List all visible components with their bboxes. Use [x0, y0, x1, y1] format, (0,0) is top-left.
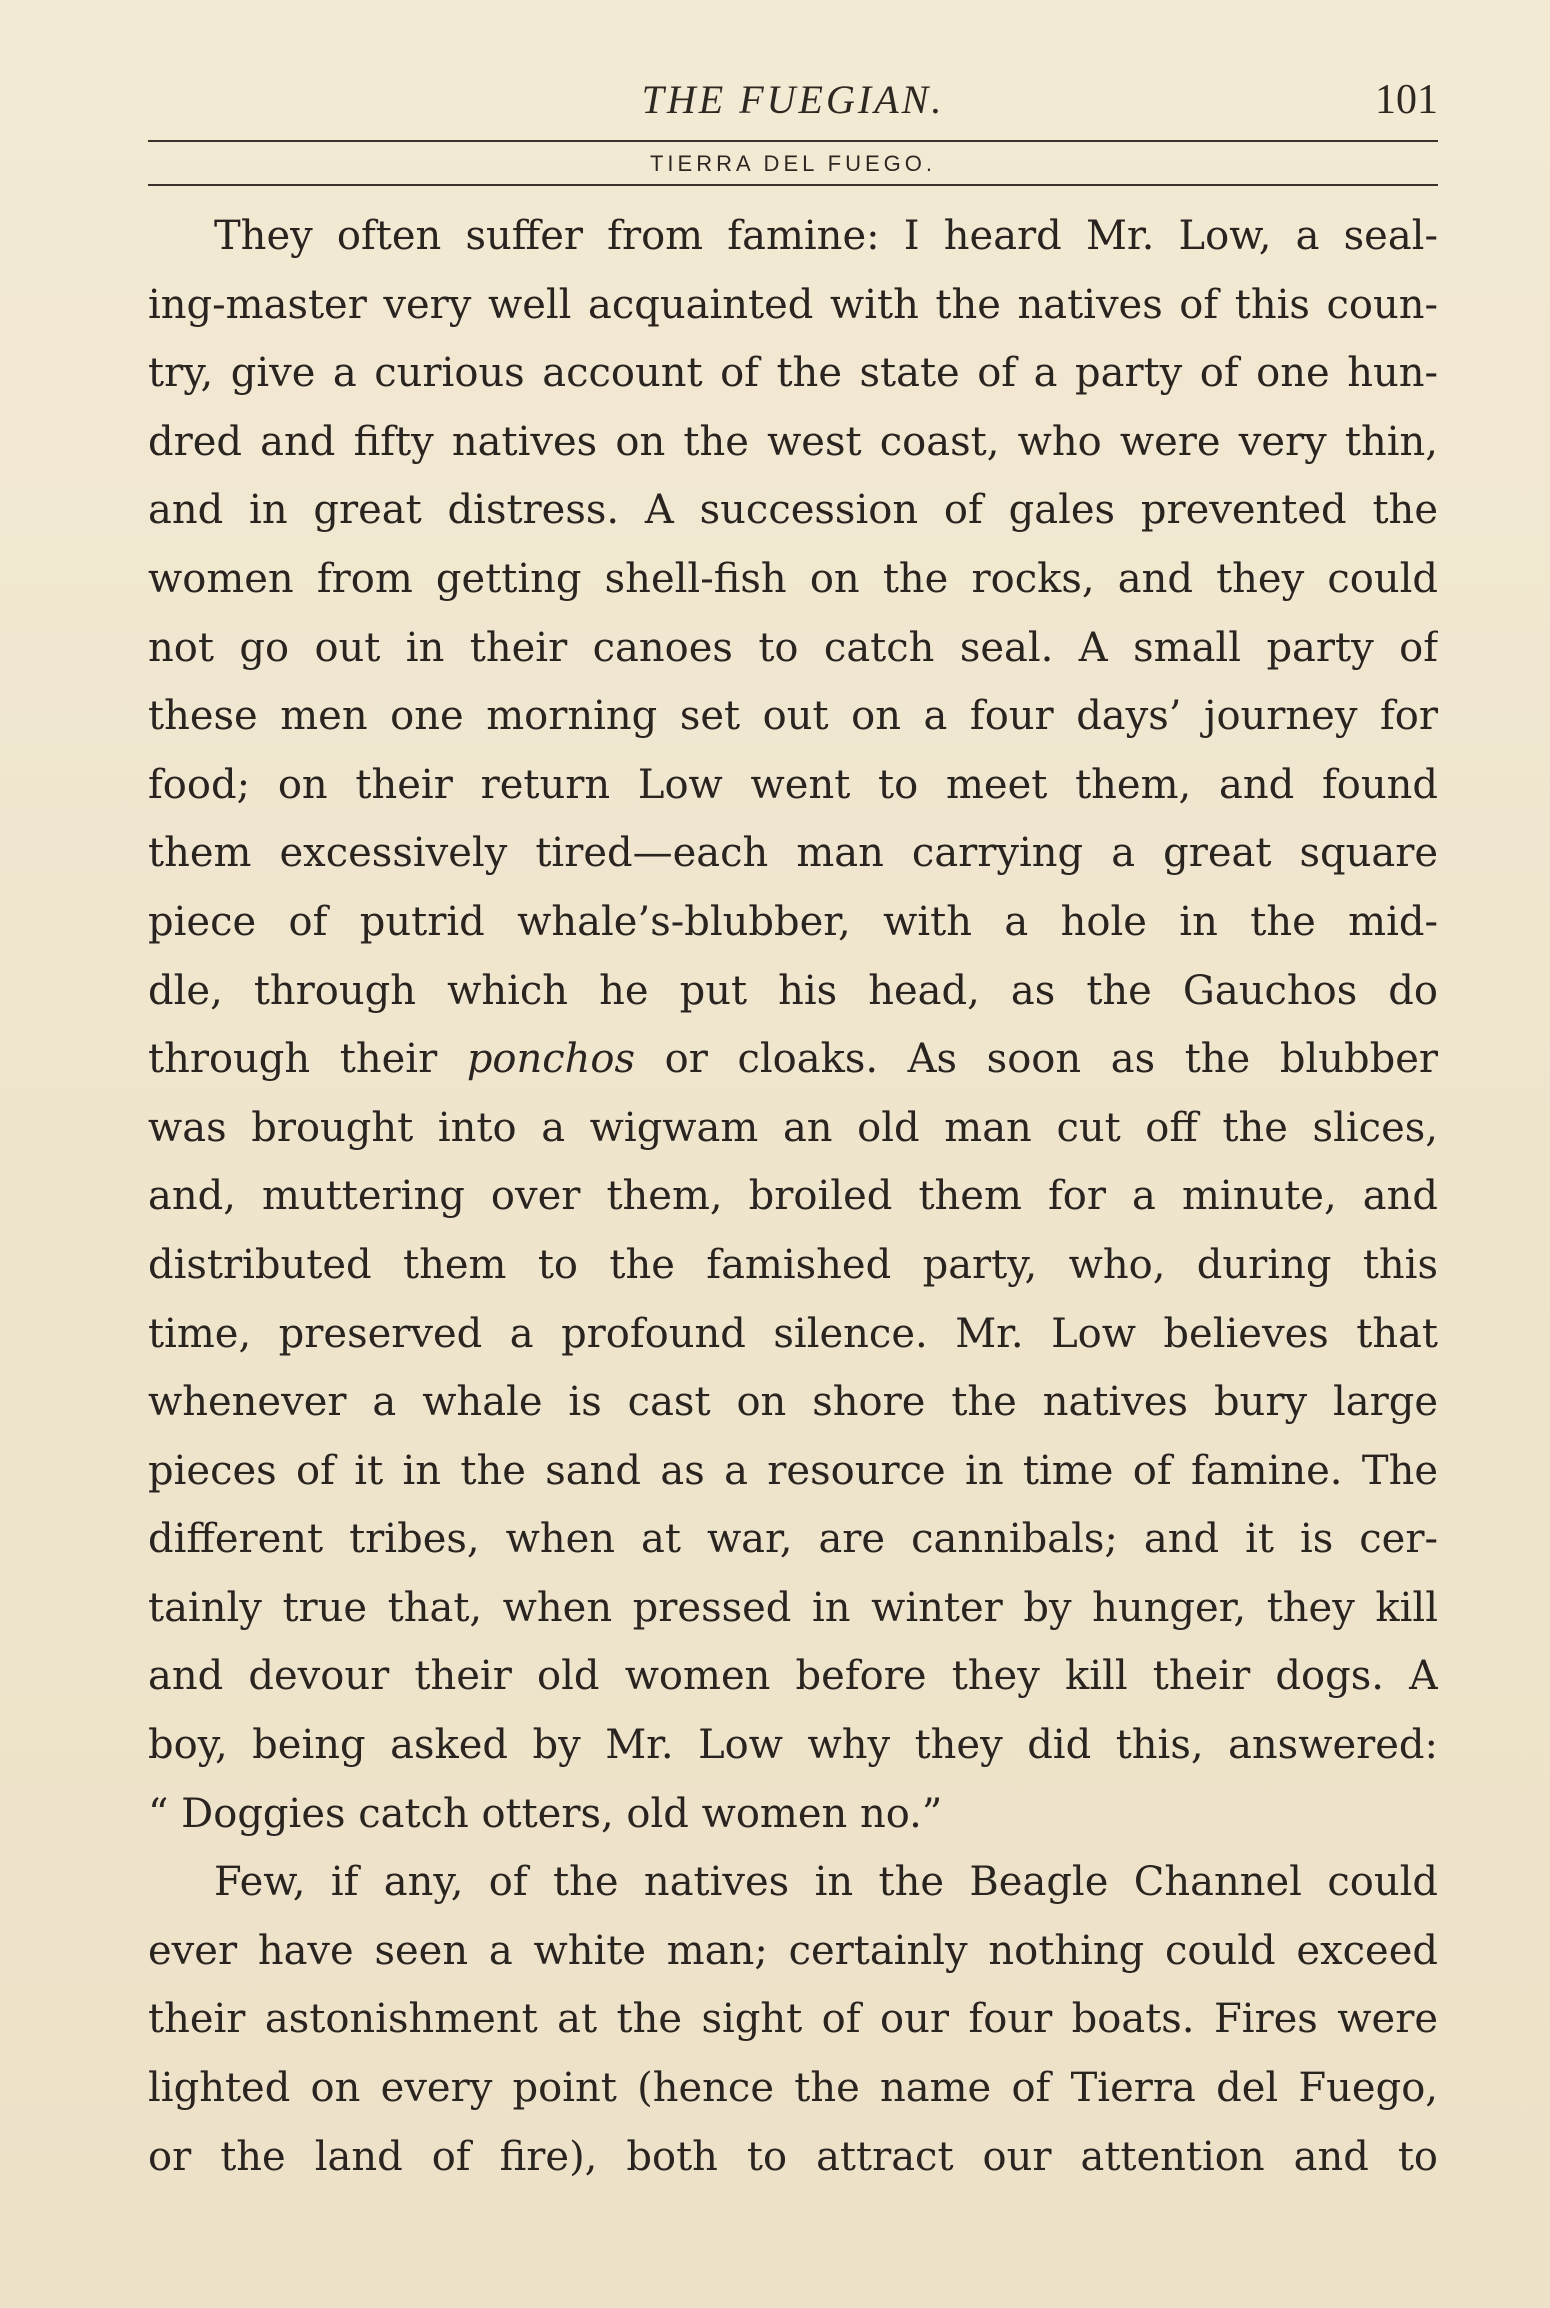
header-rule-bottom — [148, 184, 1438, 186]
text-line: women from getting shell-fish on the rocks, and they could — [148, 555, 1438, 602]
text-line: and, muttering over them, broiled them for a minute, and — [148, 1173, 1438, 1220]
text-line: ever have seen a white man; certainly nothing could exceed — [148, 1927, 1438, 1974]
text-line: tainly true that, when pressed in winter by hunger, they kill — [148, 1584, 1438, 1631]
text-line: their astonishment at the sight of our four boats. Fires were — [148, 1996, 1438, 2043]
text-line: distributed them to the famished party, who, during this — [148, 1241, 1438, 1288]
running-title: THE FUEGIAN. — [641, 77, 945, 122]
body-text — [148, 202, 1438, 2191]
text-line: different tribes, when at war, are cannibals; and it is cer- — [148, 1516, 1438, 1563]
text-line: piece of putrid whale’s-blubber, with a hole in the mid- — [148, 898, 1438, 945]
text-line: Few, if any, of the natives in the Beagle Channel could — [214, 1859, 1438, 1906]
text-line: food; on their return Low went to meet them, and found — [148, 761, 1438, 808]
text-line: dle, through which he put his head, as the Gauchos do — [148, 967, 1438, 1014]
text-line: and in great distress. A succession of gales prevented the — [148, 487, 1438, 534]
text-line: was brought into a wigwam an old man cut off the slices, — [148, 1104, 1438, 1151]
text-line: these men one morning set out on a four days’ journey for — [148, 693, 1438, 740]
text-line: dred and fifty natives on the west coast, who were very thin, — [148, 418, 1438, 465]
text-line: They often suffer from famine: I heard Mr. Low, a seal- — [214, 213, 1438, 259]
text-line: time, preserved a profound silence. Mr. Low believes that — [148, 1310, 1438, 1357]
text-line: lighted on every point (hence the name of Tierra del Fuego, — [148, 2065, 1438, 2112]
text-line — [148, 1025, 1438, 1094]
header-rule-top — [148, 140, 1438, 142]
page-number: 101 — [1375, 77, 1438, 123]
text-line: try, give a curious account of the state of a party of one hun- — [148, 350, 1438, 397]
text-line: and devour their old women before they kill their dogs. A — [148, 1653, 1438, 1700]
text-line: “ Doggies catch otters, old women no.” — [148, 1790, 943, 1837]
text-line: whenever a whale is cast on shore the natives bury large — [148, 1379, 1438, 1426]
italic-term: ponchos — [466, 1036, 636, 1083]
text-line: not go out in their canoes to catch seal. A small party of — [148, 624, 1438, 671]
text-line: boy, being asked by Mr. Low why they did this, answered: — [148, 1722, 1438, 1769]
text-line: ing-master very well acquainted with the natives of this coun- — [148, 281, 1438, 328]
running-head — [148, 68, 1438, 128]
section-subhead: TIERRA DEL FUEGO. — [649, 151, 936, 176]
text-line: them excessively tired—each man carrying a great square — [148, 830, 1438, 877]
text-segment: or cloaks. As soon as the blubber — [635, 1036, 1438, 1083]
text-line: pieces of it in the sand as a resource in time of famine. The — [148, 1447, 1438, 1494]
text-segment: through their — [148, 1036, 467, 1083]
text-line: or the land of fire), both to attract our attention and to — [148, 2133, 1438, 2180]
